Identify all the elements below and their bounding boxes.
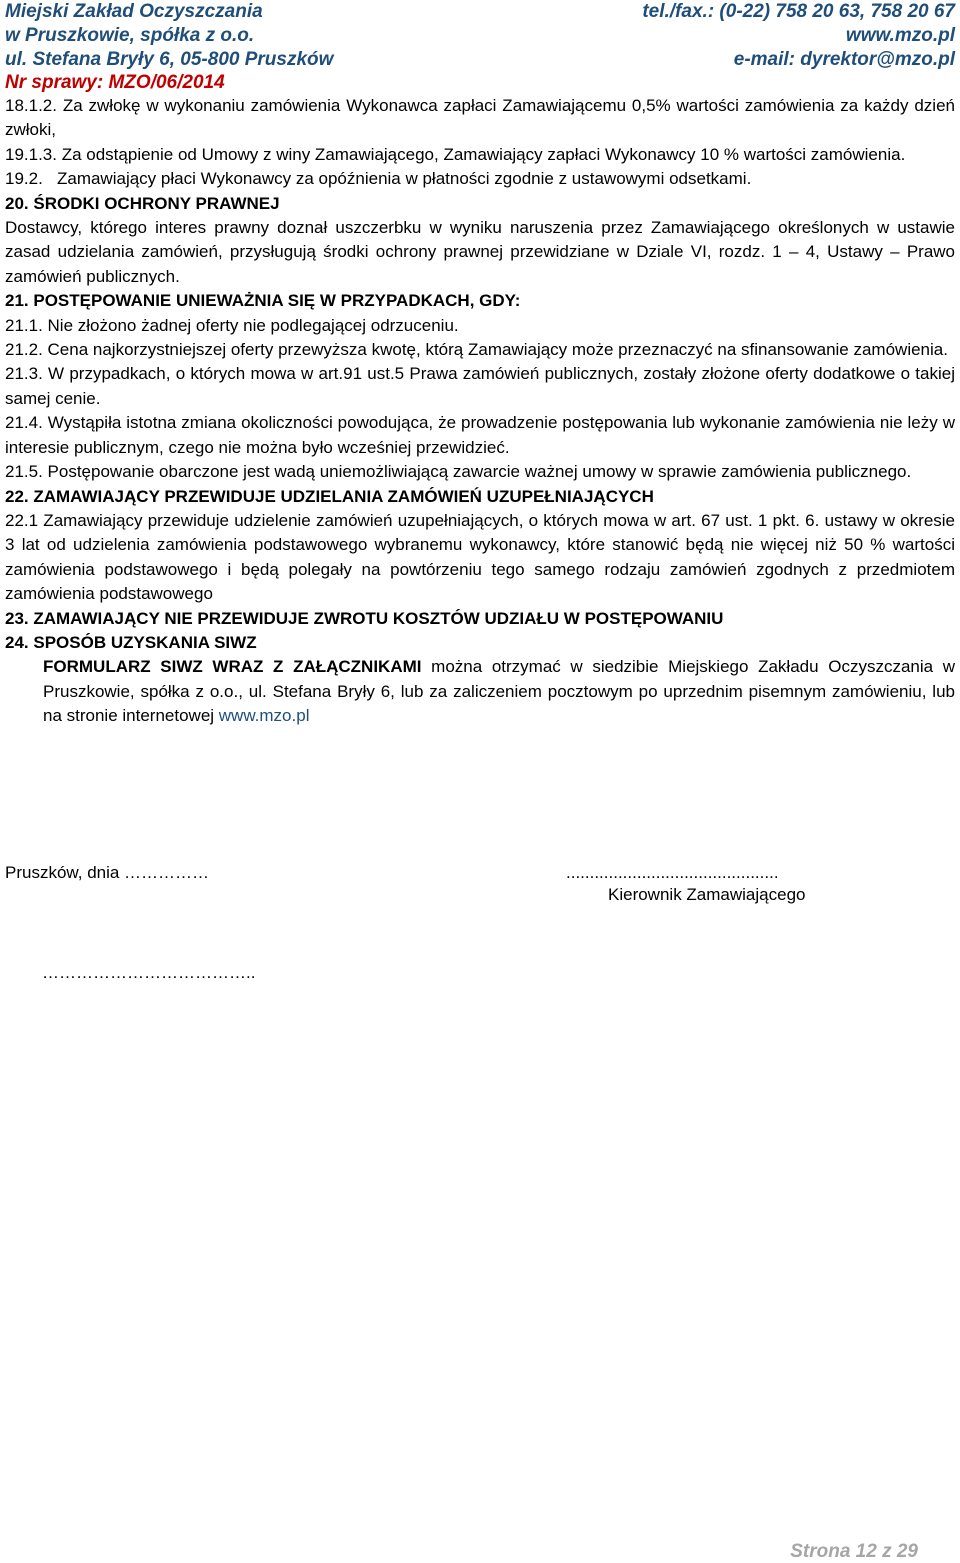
siwz-instructions: można otrzymać w siedzibie Miejskiego Zakładu Oczyszczania w Pruszkowie, spółka z o.o., ul. Stefana Bryły 6, lub za zaliczeniem pocztowym po uprzednim pisemnym zamówieniu, lub na stronie internetowej — [43, 657, 956, 726]
heading-21-text: 21. POSTĘPOWANIE UNIEWAŻNIA SIĘ W PRZYPADKACH, GDY: — [5, 291, 521, 311]
heading-22-text: 22. ZAMAWIAJĄCY PRZEWIDUJE UDZIELANIA ZAMÓWIEŃ UZUPEŁNIAJĄCYCH — [5, 486, 654, 506]
heading-20 — [5, 192, 955, 216]
paragraph-21-3: 21.3. W przypadkach, o których mowa w art.91 ust.5 Prawa zamówień publicznych, zostały złożone oferty dodatkowe o takiej samej cenie. — [5, 364, 955, 408]
case-number: Nr sprawy: MZO/06/2014 — [5, 72, 225, 93]
paragraph-21-1: 21.1. Nie złożono żadnej oferty nie podlegającej odrzuceniu. — [5, 315, 459, 335]
header-row-2 — [5, 24, 955, 48]
header-row-3 — [5, 48, 955, 72]
company-address: ul. Stefana Bryły 6, 05-800 Pruszków — [5, 49, 334, 70]
heading-22 — [5, 485, 955, 509]
page-number: Strona 12 z 29 — [790, 1541, 918, 1562]
paragraph-19-2: 19.2. Zamawiający płaci Wykonawcy za opóźnienia w płatności zgodnie z ustawowymi odsetkami. — [5, 169, 752, 189]
website-link[interactable]: www.mzo.pl — [845, 25, 955, 46]
paragraph-24 — [43, 655, 955, 728]
heading-23 — [5, 607, 955, 631]
paragraph-22-1: 22.1 Zamawiający przewiduje udzielenie zamówień uzupełniających, o których mowa w art. 67 ust. 1 pkt. 6. ustawy w okresie 3 lat od udzielenia zamówienia podstawowego wybranemu wykonawcy, które stanowić będą nie więcej niż 50 % wartości zamówienia podstawowego i będą polegały na powtórzeniu tego samego rodzaju zamówień zgodnych z przedmiotem zamówienia podstawowego — [5, 510, 955, 604]
company-name: Miejski Zakład Oczyszczania — [5, 1, 263, 22]
signature-role: Kierownik Zamawiającego — [608, 885, 806, 904]
header-row-4 — [5, 71, 955, 95]
paragraph-21-5: 21.5. Postępowanie obarczone jest wadą uniemożliwiającą zawarcie ważnej umowy w sprawie zamówienia publicznego. — [5, 462, 912, 482]
document-body — [5, 94, 955, 729]
phone-fax: tel./fax.: (0-22) 758 20 63, 758 20 67 — [642, 1, 955, 22]
paragraph-19-1-3: 19.1.3. Za odstąpienie od Umowy z winy Zamawiającego, Zamawiający zapłaci Wykonawcy 10 % wartości zamówienia. — [5, 144, 906, 164]
signature-dots: ............................................. — [566, 863, 779, 882]
siwz-form-label: FORMULARZ SIWZ WRAZ Z ZAŁĄCZNIKAMI — [43, 657, 422, 677]
paragraph-20: Dostawcy, którego interes prawny doznał uszczerbku w wyniku naruszenia przez Zamawiającego określonych w ustawie zasad udzielania zamówień, przysługują środki ochrony prawnej przewidziane w Dziale VI, rozdz. 1 – 4, Ustawy – Prawo zamówień publicznych. — [5, 218, 955, 286]
company-name-2: w Pruszkowie, spółka z o.o. — [5, 25, 255, 46]
heading-23-text: 23. ZAMAWIAJĄCY NIE PRZEWIDUJE ZWROTU KOSZTÓW UDZIAŁU W POSTĘPOWANIU — [5, 608, 724, 628]
heading-24-text: 24. SPOSÓB UZYSKANIA SIWZ — [5, 632, 257, 652]
email-link[interactable]: e-mail: dyrektor@mzo.pl — [733, 49, 955, 70]
header-row-1 — [5, 0, 955, 24]
bottom-dots: ……………………………….. — [42, 963, 256, 982]
website-link-body[interactable]: www.mzo.pl — [218, 706, 310, 726]
place-date: Pruszków, dnia …………… — [5, 863, 210, 882]
heading-24 — [5, 631, 955, 655]
heading-20-text: 20. ŚRODKI OCHRONY PRAWNEJ — [5, 193, 280, 213]
paragraph-21-4: 21.4. Wystąpiła istotna zmiana okoliczności powodująca, że prowadzenie postępowania lub wykonanie zamówienia nie leży w interesie publicznym, czego nie można było wcześniej przewidzieć. — [5, 413, 955, 457]
heading-21 — [5, 289, 955, 313]
paragraph-18-1-2: 18.1.2. Za zwłokę w wykonaniu zamówienia Wykonawca zapłaci Zamawiającemu 0,5% wartości zamówienia za każdy dzień zwłoki, — [5, 96, 955, 140]
paragraph-21-2: 21.2. Cena najkorzystniejszej oferty przewyższa kwotę, którą Zamawiający może przeznaczyć na sfinansowanie zamówienia. — [5, 340, 948, 360]
